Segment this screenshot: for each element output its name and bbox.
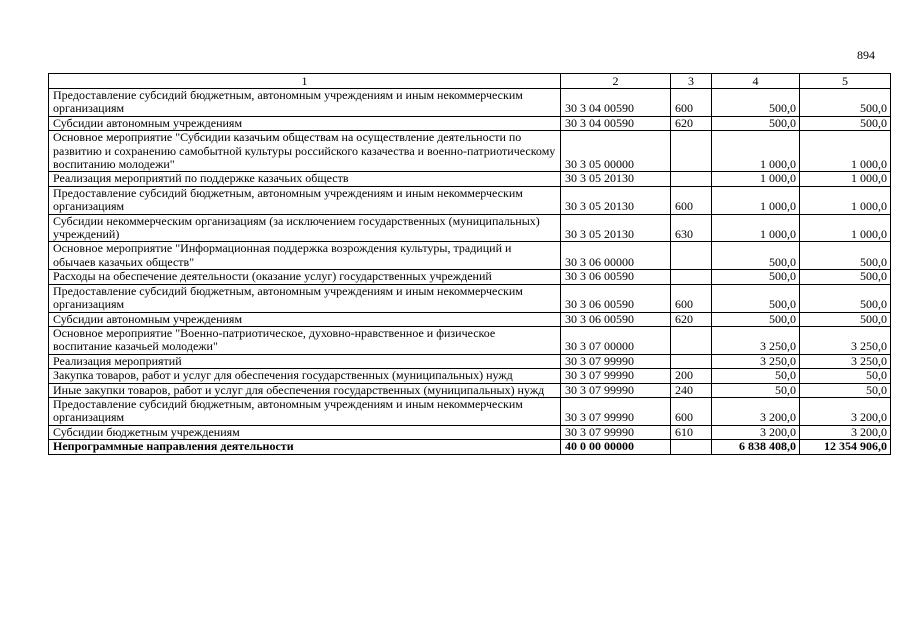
- expense-type-code: 620: [671, 116, 712, 130]
- expense-item-name: Предоставление субсидий бюджетным, автономным учреждениям и иным некоммерческим организациям: [49, 186, 561, 214]
- amount-column-4: 500,0: [712, 284, 800, 312]
- amount-column-4: 3 200,0: [712, 425, 800, 439]
- table-row: [49, 131, 891, 172]
- target-article-code: 30 3 07 00000: [561, 326, 671, 354]
- amount-column-4: 3 200,0: [712, 397, 800, 425]
- expense-item-name: Основное мероприятие "Информационная поддержка возрождения культуры, традиций и обычаев казачьих обществ": [49, 242, 561, 270]
- table-row: [49, 186, 891, 214]
- expense-item-name: Основное мероприятие "Военно-патриотическое, духовно-нравственное и физическое воспитание казачьей молодежи": [49, 326, 561, 354]
- table-row: [49, 326, 891, 354]
- column-header: 3: [671, 74, 712, 89]
- expense-type-code: [671, 270, 712, 284]
- expense-type-code: 600: [671, 89, 712, 117]
- expense-type-code: [671, 131, 712, 172]
- expense-type-code: [671, 440, 712, 454]
- target-article-code: 30 3 05 20130: [561, 214, 671, 242]
- column-header: 2: [561, 74, 671, 89]
- expense-item-name: Предоставление субсидий бюджетным, автономным учреждениям и иным некоммерческим организациям: [49, 397, 561, 425]
- expense-type-code: 200: [671, 369, 712, 383]
- expense-item-name: Основное мероприятие "Субсидии казачьим обществам на осуществление деятельности по развитию и сохранению самобытной культуры российского казачества и военно-патриотическому воспитанию молодежи": [49, 131, 561, 172]
- amount-column-5: 50,0: [800, 383, 891, 397]
- expense-type-code: [671, 172, 712, 186]
- target-article-code: 30 3 07 99990: [561, 425, 671, 439]
- table-row: [49, 172, 891, 186]
- expense-item-name: Реализация мероприятий по поддержке казачьих обществ: [49, 172, 561, 186]
- target-article-code: 30 3 06 00590: [561, 284, 671, 312]
- amount-column-4: 1 000,0: [712, 172, 800, 186]
- expense-item-name: Непрограммные направления деятельности: [49, 440, 561, 454]
- table-row: [49, 214, 891, 242]
- target-article-code: 30 3 05 20130: [561, 172, 671, 186]
- budget-table: [48, 73, 891, 455]
- table-row: [49, 369, 891, 383]
- target-article-code: 30 3 05 00000: [561, 131, 671, 172]
- target-article-code: 30 3 07 99990: [561, 383, 671, 397]
- expense-type-code: [671, 354, 712, 368]
- amount-column-4: 1 000,0: [712, 131, 800, 172]
- amount-column-4: 6 838 408,0: [712, 440, 800, 454]
- target-article-code: 30 3 06 00000: [561, 242, 671, 270]
- table-row: [49, 270, 891, 284]
- amount-column-4: 1 000,0: [712, 186, 800, 214]
- expense-item-name: Субсидии некоммерческим организациям (за исключением государственных (муниципальных) учреждений): [49, 214, 561, 242]
- amount-column-5: 500,0: [800, 284, 891, 312]
- target-article-code: 30 3 06 00590: [561, 270, 671, 284]
- expense-item-name: Субсидии бюджетным учреждениям: [49, 425, 561, 439]
- expense-item-name: Предоставление субсидий бюджетным, автономным учреждениям и иным некоммерческим организациям: [49, 284, 561, 312]
- table-row: [49, 284, 891, 312]
- target-article-code: 30 3 07 99990: [561, 369, 671, 383]
- table-row: [49, 312, 891, 326]
- table-row: [49, 383, 891, 397]
- expense-type-code: 600: [671, 397, 712, 425]
- amount-column-5: 1 000,0: [800, 186, 891, 214]
- expense-item-name: Субсидии автономным учреждениям: [49, 312, 561, 326]
- amount-column-5: 3 200,0: [800, 425, 891, 439]
- expense-item-name: Расходы на обеспечение деятельности (оказание услуг) государственных учреждений: [49, 270, 561, 284]
- amount-column-5: 500,0: [800, 242, 891, 270]
- amount-column-5: 3 250,0: [800, 354, 891, 368]
- amount-column-5: 500,0: [800, 270, 891, 284]
- column-header: 4: [712, 74, 800, 89]
- amount-column-5: 1 000,0: [800, 172, 891, 186]
- expense-type-code: 600: [671, 284, 712, 312]
- table-row: [49, 354, 891, 368]
- target-article-code: 40 0 00 00000: [561, 440, 671, 454]
- amount-column-4: 500,0: [712, 116, 800, 130]
- target-article-code: 30 3 04 00590: [561, 89, 671, 117]
- amount-column-4: 3 250,0: [712, 326, 800, 354]
- total-row: [49, 440, 891, 454]
- amount-column-5: 3 250,0: [800, 326, 891, 354]
- expense-type-code: 620: [671, 312, 712, 326]
- amount-column-5: 50,0: [800, 369, 891, 383]
- expense-type-code: 600: [671, 186, 712, 214]
- amount-column-5: 500,0: [800, 312, 891, 326]
- amount-column-4: 500,0: [712, 270, 800, 284]
- amount-column-4: 500,0: [712, 312, 800, 326]
- table-row: [49, 242, 891, 270]
- amount-column-4: 1 000,0: [712, 214, 800, 242]
- target-article-code: 30 3 05 20130: [561, 186, 671, 214]
- expense-type-code: [671, 326, 712, 354]
- amount-column-5: 12 354 906,0: [800, 440, 891, 454]
- amount-column-5: 1 000,0: [800, 131, 891, 172]
- target-article-code: 30 3 04 00590: [561, 116, 671, 130]
- amount-column-4: 500,0: [712, 242, 800, 270]
- amount-column-5: 3 200,0: [800, 397, 891, 425]
- target-article-code: 30 3 06 00590: [561, 312, 671, 326]
- column-header: 5: [800, 74, 891, 89]
- expense-item-name: Предоставление субсидий бюджетным, автономным учреждениям и иным некоммерческим организациям: [49, 89, 561, 117]
- expense-type-code: 610: [671, 425, 712, 439]
- expense-type-code: [671, 242, 712, 270]
- target-article-code: 30 3 07 99990: [561, 397, 671, 425]
- expense-item-name: Субсидии автономным учреждениям: [49, 116, 561, 130]
- amount-column-4: 50,0: [712, 383, 800, 397]
- amount-column-5: 500,0: [800, 89, 891, 117]
- table-row: [49, 397, 891, 425]
- page-number: 894: [857, 48, 875, 62]
- expense-type-code: 630: [671, 214, 712, 242]
- expense-type-code: 240: [671, 383, 712, 397]
- amount-column-5: 1 000,0: [800, 214, 891, 242]
- expense-item-name: Реализация мероприятий: [49, 354, 561, 368]
- amount-column-4: 50,0: [712, 369, 800, 383]
- expense-item-name: Иные закупки товаров, работ и услуг для обеспечения государственных (муниципальных) нужд: [49, 383, 561, 397]
- table-row: [49, 89, 891, 117]
- amount-column-4: 500,0: [712, 89, 800, 117]
- target-article-code: 30 3 07 99990: [561, 354, 671, 368]
- table-row: [49, 116, 891, 130]
- column-header: 1: [49, 74, 561, 89]
- table-body: [49, 89, 891, 455]
- amount-column-4: 3 250,0: [712, 354, 800, 368]
- expense-item-name: Закупка товаров, работ и услуг для обеспечения государственных (муниципальных) нужд: [49, 369, 561, 383]
- table-row: [49, 425, 891, 439]
- amount-column-5: 500,0: [800, 116, 891, 130]
- column-number-row: [49, 74, 891, 89]
